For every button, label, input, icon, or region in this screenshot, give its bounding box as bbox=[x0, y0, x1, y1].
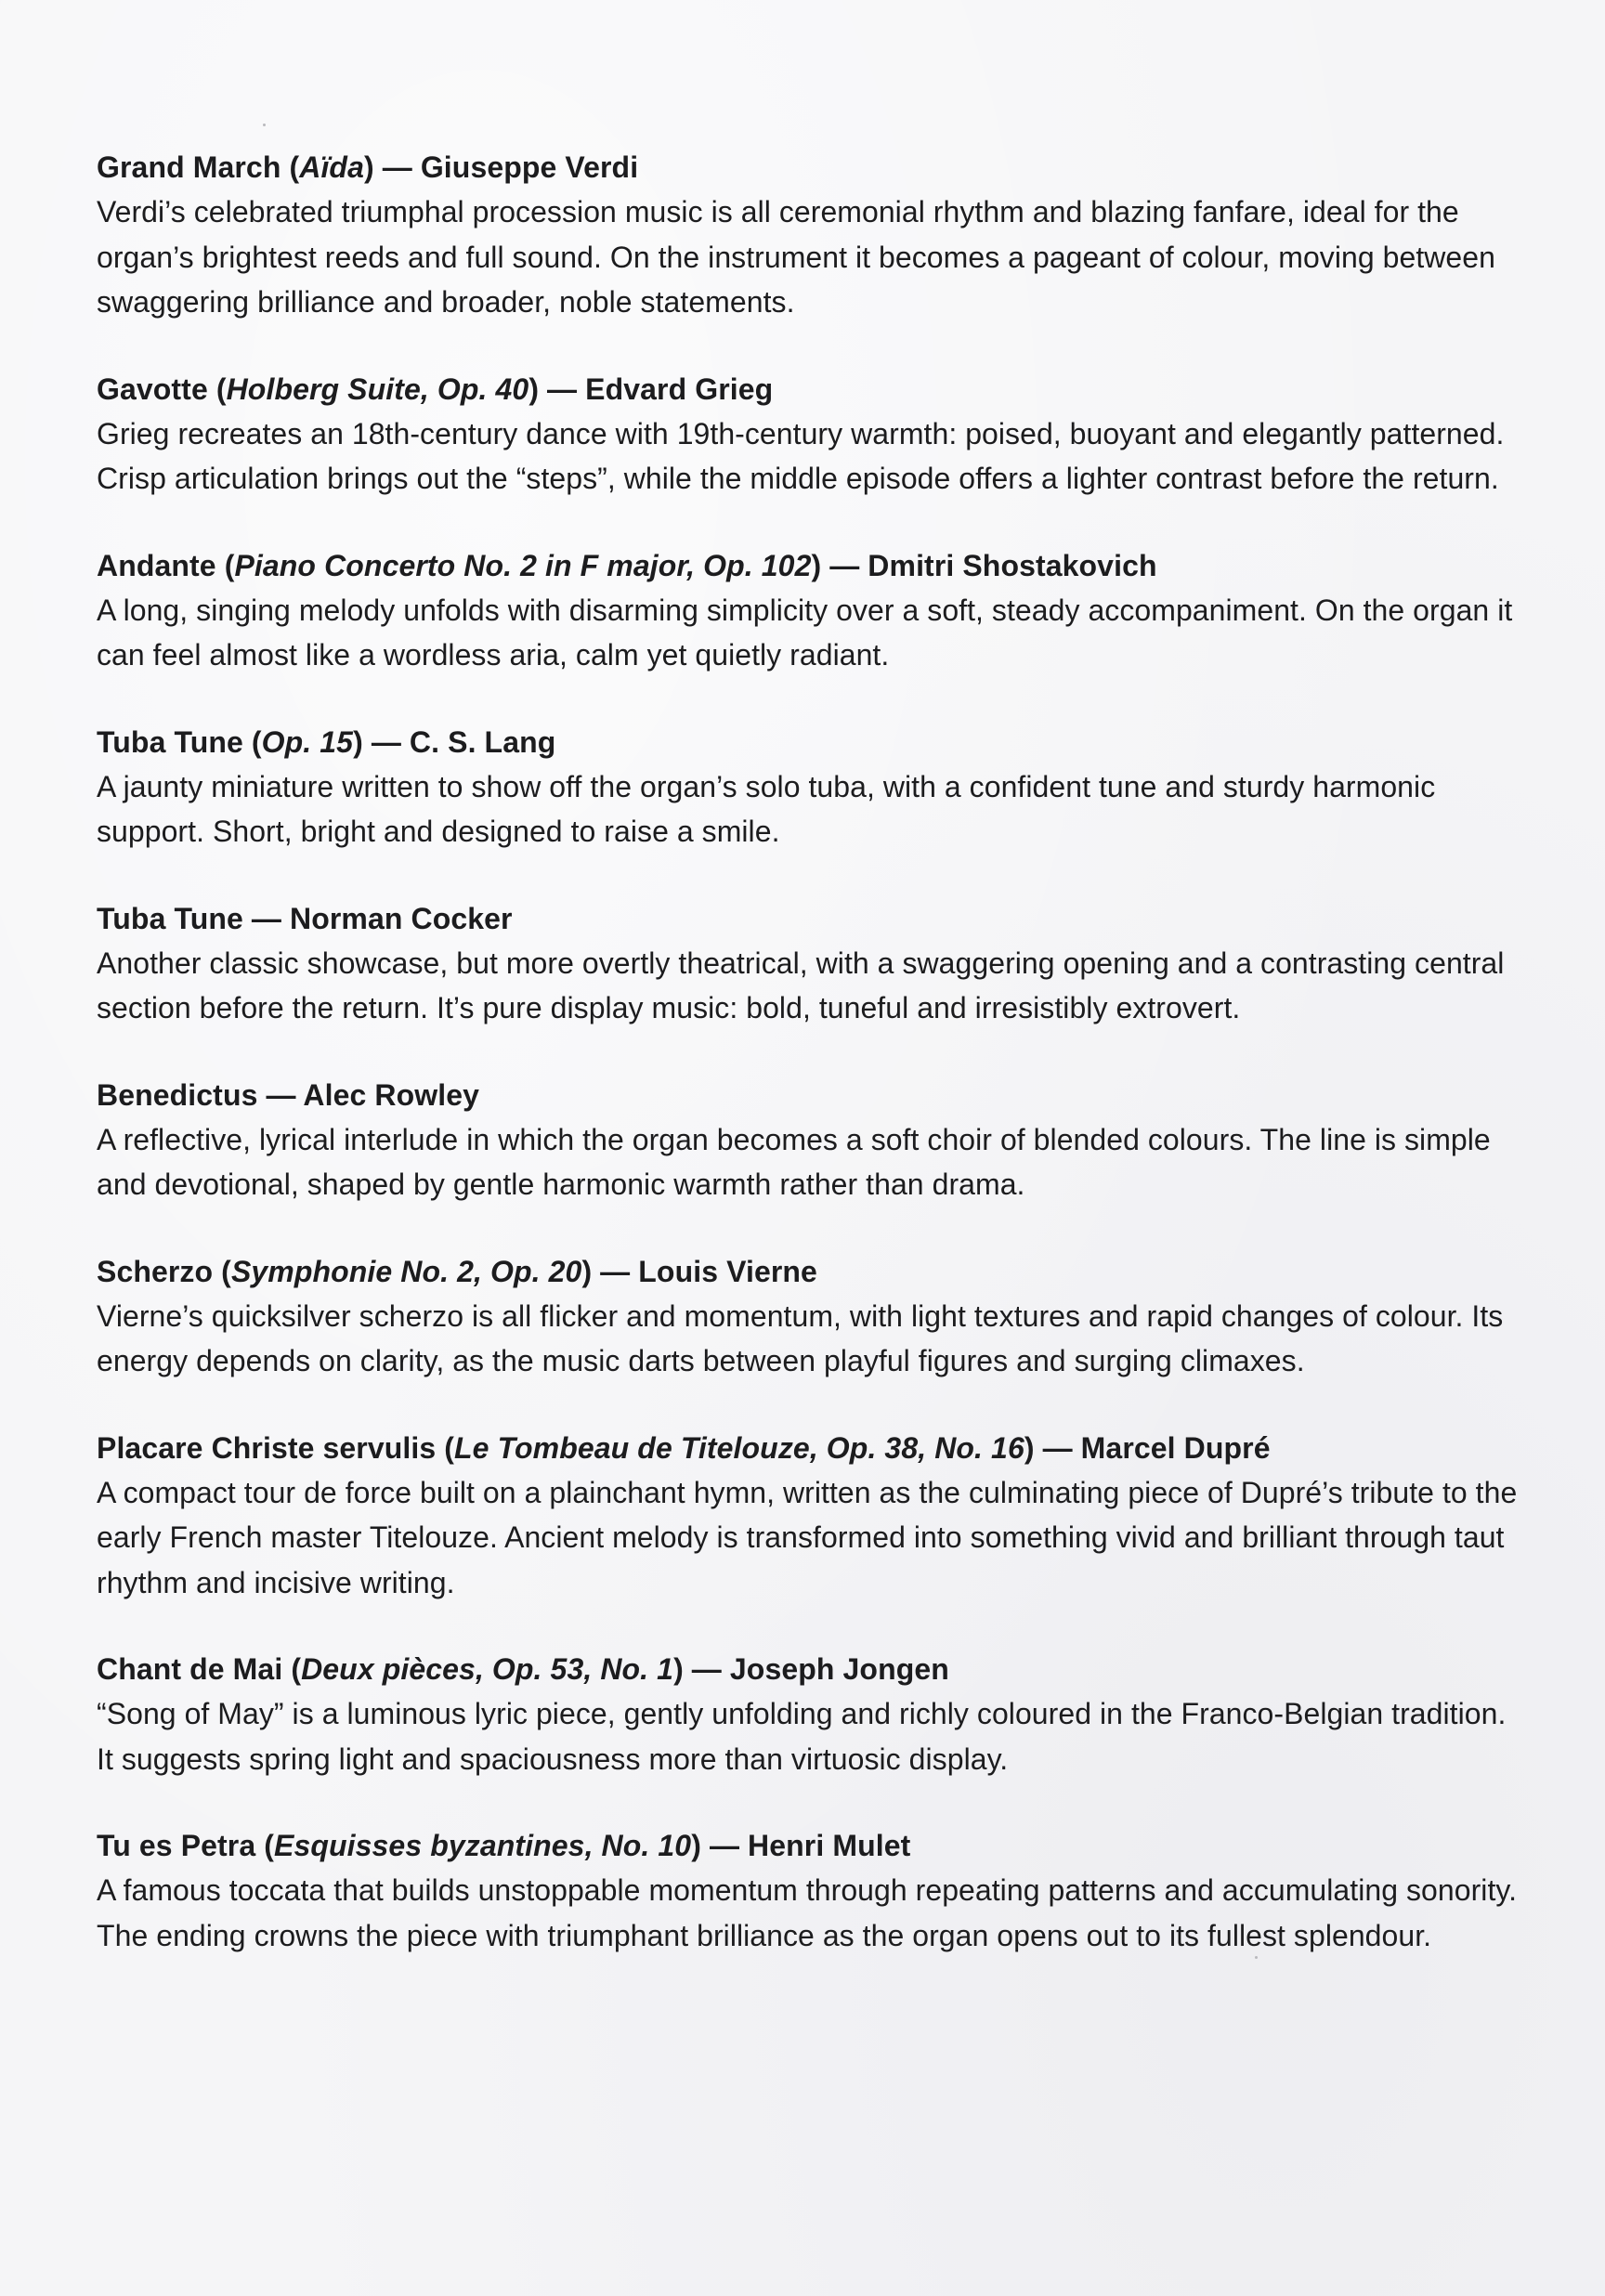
title-text: Tuba Tune — Norman Cocker bbox=[97, 901, 513, 935]
composer-text: ) — Dmitri Shostakovich bbox=[811, 548, 1157, 582]
programme-entry bbox=[97, 367, 1527, 502]
work-title: Symphonie No. 2, Op. 20 bbox=[230, 1254, 582, 1288]
title-text: Tuba Tune ( bbox=[97, 724, 262, 759]
programme-entry bbox=[97, 543, 1527, 678]
entry-title bbox=[97, 1426, 1527, 1470]
composer-text: ) — C. S. Lang bbox=[353, 724, 556, 759]
entry-title bbox=[97, 720, 1527, 764]
programme-notes bbox=[97, 145, 1527, 2000]
entry-title bbox=[97, 1249, 1527, 1294]
programme-entry bbox=[97, 896, 1527, 1031]
entry-title bbox=[97, 1647, 1527, 1691]
entry-description: A famous toccata that builds unstoppable momentum through repeating patterns and accumulating sonority. The ending crowns the piece with triumphant brilliance as the organ opens out to its fullest splendour. bbox=[97, 1873, 1518, 1952]
paper-speck bbox=[263, 124, 266, 126]
title-text: Scherzo ( bbox=[97, 1254, 231, 1288]
entry-description: “Song of May” is a luminous lyric piece, gently unfolding and richly coloured in the Franco-Belgian tradition. It suggests spring light and spaciousness more than virtuosic display. bbox=[97, 1697, 1507, 1776]
title-text: Andante ( bbox=[97, 548, 235, 582]
title-text: Placare Christe servulis ( bbox=[97, 1430, 455, 1465]
title-text: Grand March ( bbox=[97, 150, 300, 184]
composer-text: ) — Giuseppe Verdi bbox=[363, 150, 639, 184]
programme-entry bbox=[97, 1249, 1527, 1384]
composer-text: ) — Edvard Grieg bbox=[528, 372, 774, 406]
composer-text: ) — Henri Mulet bbox=[691, 1829, 911, 1862]
work-title: Le Tombeau de Titelouze, Op. 38, No. 16 bbox=[454, 1430, 1024, 1465]
entry-description: A jaunty miniature written to show off the organ’s solo tuba, with a confident tune and sturdy harmonic support. Short, bright and designed to raise a smile. bbox=[97, 769, 1436, 848]
programme-entry bbox=[97, 145, 1527, 325]
composer-text: ) — Louis Vierne bbox=[581, 1254, 817, 1288]
work-title: Holberg Suite, Op. 40 bbox=[226, 372, 529, 406]
programme-entry bbox=[97, 720, 1527, 854]
work-title: Aïda bbox=[299, 150, 364, 184]
entry-description: Vierne’s quicksilver scherzo is all flicker and momentum, with light textures and rapid changes of colour. Its energy depends on clarity, as the music darts between playful figures and surging climaxes. bbox=[97, 1298, 1504, 1377]
entry-description: Another classic showcase, but more overtly theatrical, with a swaggering opening and a contrasting central section before the return. It’s pure display music: bold, tuneful and irresistibly extrovert. bbox=[97, 946, 1505, 1024]
entry-description: Grieg recreates an 18th-century dance with 19th-century warmth: poised, buoyant and elegantly patterned. Crisp articulation brings out the “steps”, while the middle episode offers a lighter contrast before the return. bbox=[97, 416, 1505, 495]
entry-description: Verdi’s celebrated triumphal procession music is all ceremonial rhythm and blazing fanfare, ideal for the organ’s brightest reeds and full sound. On the instrument it becomes a pageant of colour, moving between swaggering brilliance and broader, noble statements. bbox=[97, 195, 1495, 319]
entry-title bbox=[97, 896, 1527, 941]
work-title: Op. 15 bbox=[261, 724, 354, 759]
entry-description: A compact tour de force built on a plainchant hymn, written as the culminating piece of Dupré’s tribute to the early French master Titelouze. Ancient melody is transformed into something vivid and brilliant through taut rhythm and incisive writing. bbox=[97, 1475, 1518, 1599]
entry-title bbox=[97, 145, 1527, 189]
title-text: Tu es Petra ( bbox=[97, 1829, 274, 1862]
composer-text: ) — Marcel Dupré bbox=[1024, 1430, 1271, 1465]
title-text: Benedictus — Alec Rowley bbox=[97, 1077, 479, 1112]
entry-description: A reflective, lyrical interlude in which the organ becomes a soft choir of blended colours. The line is simple and devotional, shaped by gentle harmonic warmth rather than drama. bbox=[97, 1122, 1491, 1201]
entry-description: A long, singing melody unfolds with disarming simplicity over a soft, steady accompaniment. On the organ it can feel almost like a wordless aria, calm yet quietly radiant. bbox=[97, 593, 1513, 672]
entry-title bbox=[97, 367, 1527, 411]
programme-entry bbox=[97, 1073, 1527, 1207]
programme-entry bbox=[97, 1426, 1527, 1606]
programme-entry bbox=[97, 1823, 1527, 1958]
entry-title bbox=[97, 1823, 1527, 1868]
work-title: Piano Concerto No. 2 in F major, Op. 102 bbox=[234, 548, 812, 582]
entry-title bbox=[97, 1073, 1527, 1117]
work-title: Esquisses byzantines, No. 10 bbox=[274, 1829, 692, 1862]
entry-title bbox=[97, 543, 1527, 588]
programme-entry bbox=[97, 1647, 1527, 1781]
title-text: Gavotte ( bbox=[97, 372, 227, 406]
title-text: Chant de Mai ( bbox=[97, 1652, 302, 1686]
work-title: Deux pièces, Op. 53, No. 1 bbox=[301, 1652, 674, 1686]
composer-text: ) — Joseph Jongen bbox=[673, 1652, 949, 1686]
